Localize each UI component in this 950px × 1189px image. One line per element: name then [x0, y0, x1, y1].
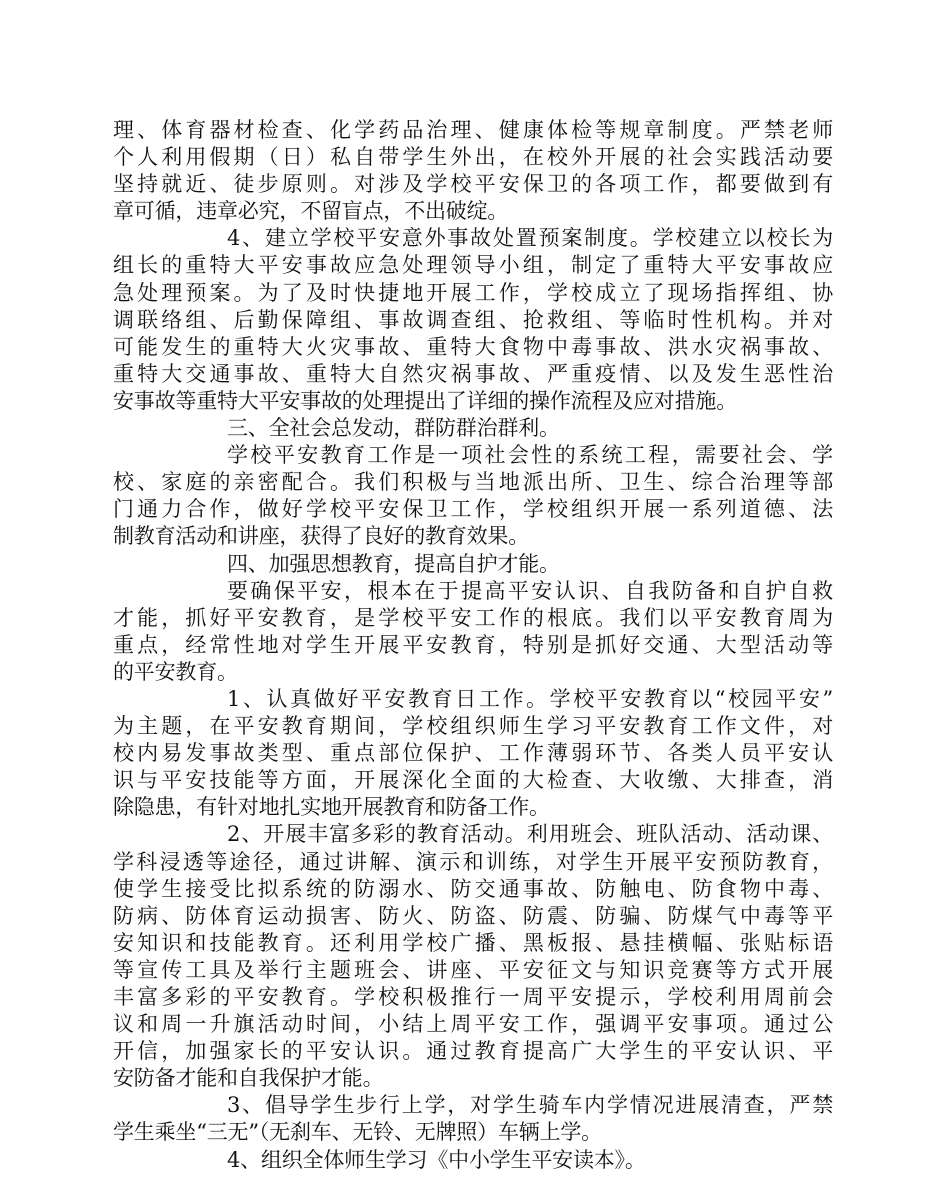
text-line: 的平安教育。 [113, 659, 238, 684]
text-line: 安知识和技能教育。还利用学校广播、黑板报、悬挂横幅、张贴标语 [113, 930, 833, 955]
text-line: 制教育活动和讲座，获得了良好的教育效果。 [113, 524, 529, 549]
text-line: 可能发生的重特大火灾事故、重特大食物中毒事故、洪水灾祸事故、 [113, 334, 833, 359]
text-line: 识与平安技能等方面，开展深化全面的大检查、大收缴、大排查，消 [113, 768, 833, 793]
text-line: 3、倡导学生步行上学，对学生骑车内学情况进展清查，严禁 [227, 1093, 833, 1118]
text-line: 四、加强思想教育，提高自护才能。 [227, 551, 560, 576]
text-line: 1、认真做好平安教育日工作。学校平安教育以“校园平安” [227, 686, 833, 711]
text-line: 坚持就近、徒步原则。对涉及学校平安保卫的各项工作，都要做到有 [113, 172, 833, 197]
text-line: 为主题，在平安教育期间，学校组织师生学习平安教育工作文件，对 [113, 714, 833, 739]
text-line: 重特大交通事故、重特大自然灾祸事故、严重疫情、以及发生恶性治 [113, 361, 833, 386]
text-line: 门通力合作，做好学校平安保卫工作，学校组织开展一系列道德、法 [113, 497, 833, 522]
text-line: 除隐患，有针对地扎实地开展教育和防备工作。 [113, 795, 550, 820]
text-line: 4、建立学校平安意外事故处置预案制度。学校建立以校长为 [227, 226, 833, 251]
text-line: 开信，加强家长的平安认识。通过教育提高广大学生的平安认识、平 [113, 1039, 833, 1064]
text-line: 才能，抓好平安教育，是学校平安工作的根底。我们以平安教育周为 [113, 605, 833, 630]
text-line: 学校平安教育工作是一项社会性的系统工程，需要社会、学 [227, 443, 833, 468]
text-line: 防病、防体育运动损害、防火、防盗、防震、防骗、防煤气中毒等平 [113, 903, 833, 928]
text-line: 章可循，违章必究，不留盲点，不出破绽。 [113, 199, 509, 224]
text-line: 等宣传工具及举行主题班会、讲座、平安征文与知识竞赛等方式开展 [113, 957, 833, 982]
text-line: 重点，经常性地对学生开展平安教育，特别是抓好交通、大型活动等 [113, 632, 833, 657]
text-line: 议和周一升旗活动时间，小结上周平安工作，强调平安事项。通过公 [113, 1012, 833, 1037]
text-line: 安防备才能和自我保护才能。 [113, 1066, 384, 1091]
text-line: 校内易发事故类型、重点部位保护、工作薄弱环节、各类人员平安认 [113, 741, 833, 766]
text-line: 个人利用假期（日）私自带学生外出，在校外开展的社会实践活动要 [113, 145, 833, 170]
text-line: 校、家庭的亲密配合。我们积极与当地派出所、卫生、综合治理等部 [113, 470, 833, 495]
document-body [113, 117, 833, 1174]
text-line: 急处理预案。为了及时快捷地开展工作，学校成立了现场指挥组、协 [113, 280, 833, 305]
text-line: 学科浸透等途径，通过讲解、演示和训练，对学生开展平安预防教育， [113, 849, 833, 874]
text-line: 三、全社会总发动，群防群治群利。 [227, 416, 560, 441]
text-line: 使学生接受比拟系统的防溺水、防交通事故、防触电、防食物中毒、 [113, 876, 833, 901]
text-line: 丰富多彩的平安教育。学校积极推行一周平安提示，学校利用周前会 [113, 985, 833, 1009]
text-line: 安事故等重特大平安事故的处理提出了详细的操作流程及应对措施。 [113, 388, 737, 413]
text-line: 2、开展丰富多彩的教育活动。利用班会、班队活动、活动课、 [227, 822, 833, 847]
text-line: 调联络组、后勤保障组、事故调查组、抢救组、等临时性机构。并对 [113, 307, 833, 332]
text-line: 学生乘坐“三无”（无刹车、无铃、无牌照）车辆上学。 [113, 1120, 602, 1145]
text-line: 要确保平安，根本在于提高平安认识、自我防备和自护自救 [227, 578, 833, 603]
text-line: 组长的重特大平安事故应急处理领导小组，制定了重特大平安事故应 [113, 253, 833, 278]
text-line: 理、体育器材检查、化学药品治理、健康体检等规章制度。严禁老师 [113, 118, 833, 142]
text-line: 4、组织全体师生学习《中小学生平安读本》。 [227, 1147, 646, 1172]
